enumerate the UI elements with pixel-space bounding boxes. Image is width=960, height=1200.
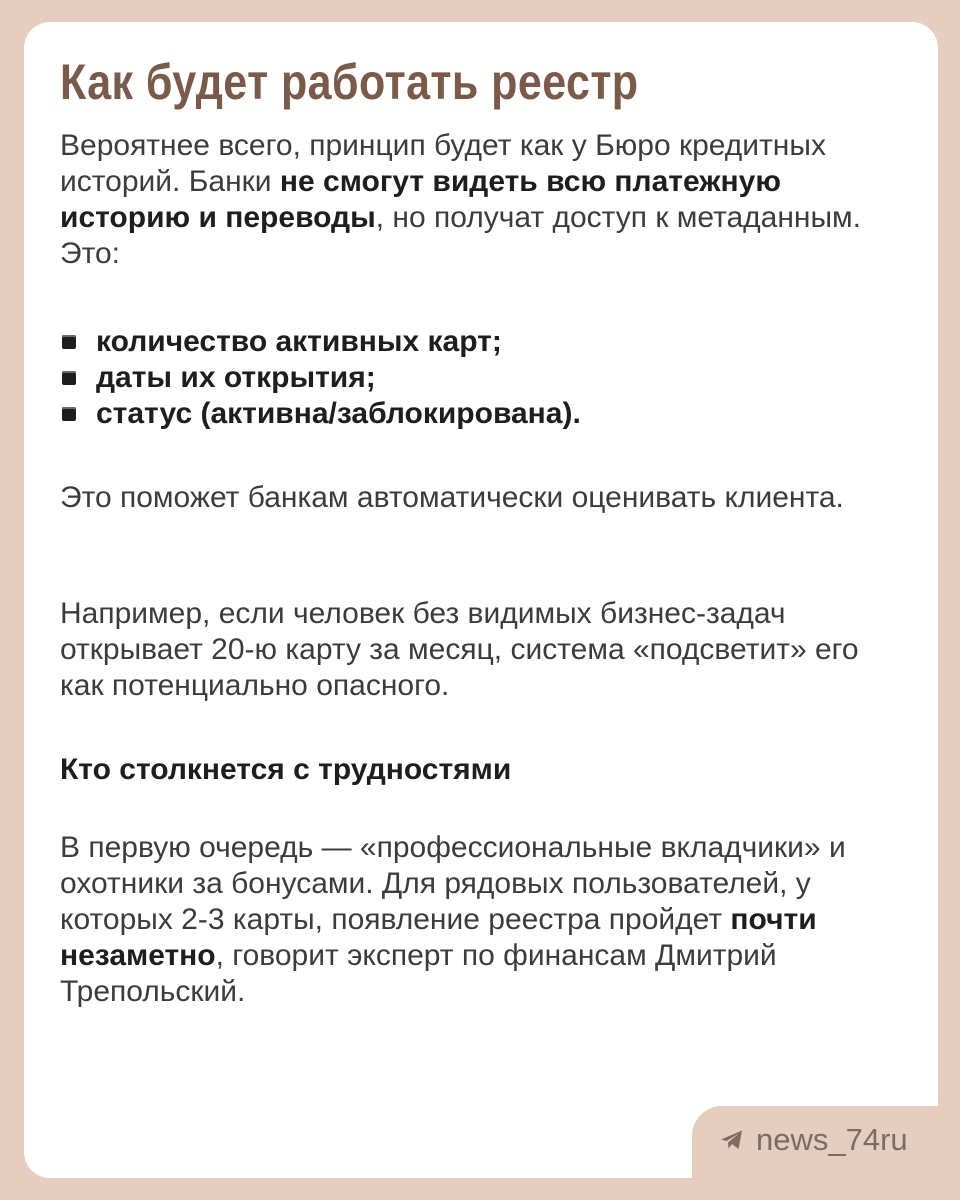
- list-item: [62, 396, 581, 432]
- telegram-icon: [720, 1129, 744, 1151]
- source-tag-content[interactable]: [720, 1122, 908, 1158]
- expert-bold-text: почти незаметно: [60, 903, 817, 972]
- intro-text-start: Вероятнее всего, принцип будет как у Бюро кредитных историй. Банки: [60, 129, 826, 198]
- metadata-list: [62, 324, 581, 432]
- list-item-text: даты их открытия;: [96, 361, 376, 394]
- channel-handle: news_74ru: [756, 1122, 908, 1157]
- intro-paragraph: [60, 128, 905, 272]
- section-subheading: Кто столкнется с трудностями: [60, 753, 512, 786]
- list-item-text: статус (активна/заблокирована).: [96, 397, 581, 430]
- intro-text-end: , но получат доступ к метаданным. Это:: [60, 201, 862, 270]
- expert-text-end: , говорит эксперт по финансам Дмитрий Трепольский.: [60, 939, 777, 1008]
- paragraph-example: Например, если человек без видимых бизнес-задач открывает 20-ю карту за месяц, система «подсветит» его как потенциально опасного.: [60, 597, 859, 702]
- source-tag: [692, 1106, 960, 1200]
- page-title: Как будет работать реестр: [60, 54, 639, 110]
- list-item: [62, 360, 581, 396]
- list-item: [62, 324, 581, 360]
- square-bullet-icon: [62, 371, 76, 385]
- expert-text-start: В первую очередь — «профессиональные вкладчики» и охотники за бонусами. Для рядовых пользователей, у которых 2-3 карты, появление реестра пройдет: [60, 831, 846, 936]
- intro-bold-text: не смогут видеть всю платежную историю и переводы: [60, 165, 781, 234]
- paragraph-expert: [60, 830, 905, 1010]
- paragraph-auto-evaluation: Это поможет банкам автоматически оценивать клиента.: [60, 481, 844, 514]
- square-bullet-icon: [62, 407, 76, 421]
- list-item-text: количество активных карт;: [96, 325, 502, 358]
- square-bullet-icon: [62, 335, 76, 349]
